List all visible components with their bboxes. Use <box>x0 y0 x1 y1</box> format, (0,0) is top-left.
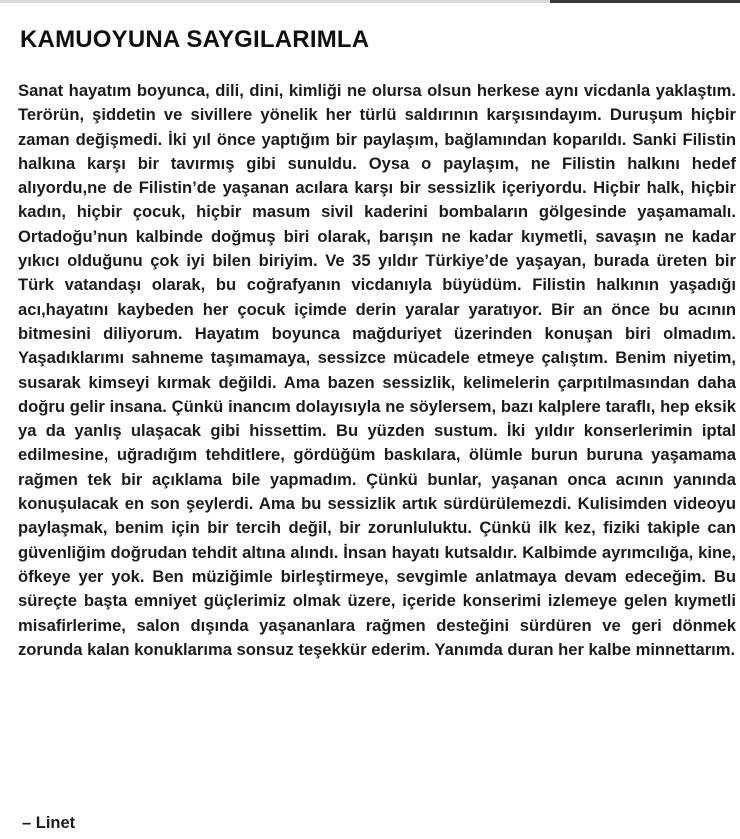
document-title: KAMUOYUNA SAYGILARIMLA <box>20 26 370 53</box>
top-divider-accent <box>550 0 740 3</box>
signature: – Linet <box>22 814 76 832</box>
statement-body: Sanat hayatım boyunca, dili, dini, kimliği ne olursa olsun herkese aynı vicdanla yaklaştım. Terörün, şiddetin ve sivillere yönelik her türlü saldırının karşısındayım. Duruşum hiçbir zaman değişmedi. İki yıl önce yaptığım bir paylaşım, bağlamından koparıldı. Sanki Filistin halkına karşı bir tavırmış gibi sunuldu. Oysa o paylaşım, ne Filistin halkını hedef alıyordu,ne de Filistin’de yaşanan acılara karşı bir sessizlik içeriyordu. Hiçbir halk, hiçbir kadın, hiçbir çocuk, hiçbir masum sivil kaderini bombaların gölgesinde yaşamamalı. Ortadoğu’nun kalbinde doğmuş biri olarak, barışın ne kadar kıymetli, savaşın ne kadar yıkıcı olduğunu çok iyi bilen biriyim. Ve 35 yıldır Türkiye’de yaşayan, burada üreten bir Türk vatandaşı olarak, bu coğrafyanın vicdanıyla büyüdüm. Filistin halkının yaşadığı acı,hayatını kaybeden her çocuk içimde derin yaralar yaratıyor. Bir an önce bu acının bitmesini diliyorum. Hayatım boyunca mağduriyet üzerinden konuşan biri olmadım. Yaşadıklarımı sahneme taşımamaya, sessizce mücadele etmeye çalıştım. Benim niyetim, susarak kimseyi kırmak değildi. Ama bazen sessizlik, kelimelerin çarpıtılmasından daha doğru gelir insana. Çünkü inancım dolayısıyla ne söylersem, bazı kalplere taraflı, hep eksik ya da yanlış ulaşacak gibi hissettim. Bu yüzden sustum. İki yıldır konserlerimin iptal edilmesine, uğradığım tehditlere, gördüğüm baskılara, ölümle burun buruna yaşamama rağmen tek bir açıklama bile yapmadım. Çünkü bunlar, yaşanan onca acının yanında konuşulacak en son şeylerdi. Ama bu sessizlik artık sürdürülemezdi. Kulisimden videoyu paylaşmak, benim için bir tercih değil, bir zorunluluktu. Çünkü ilk kez, fiziki takiple can güvenliğim doğrudan tehdit altına alındı. İnsan hayatı kutsaldır. Kalbimde ayrımcılığa, kine, öfkeye yer yok. Ben müziğimle birleştirmeye, sevgimle anlatmaya devam edeceğim. Bu süreçte başta emniyet güçlerimiz olmak üzere, içeride konserimi izlemeye gelen kıymetli misafirlerime, salon dışında yaşananlara rağmen desteğini sürdüren ve geri dönmek zorunda kalan konuklarıma sonsuz teşekkür ederim. Yanımda duran her kalbe minnettarım. <box>18 81 736 659</box>
